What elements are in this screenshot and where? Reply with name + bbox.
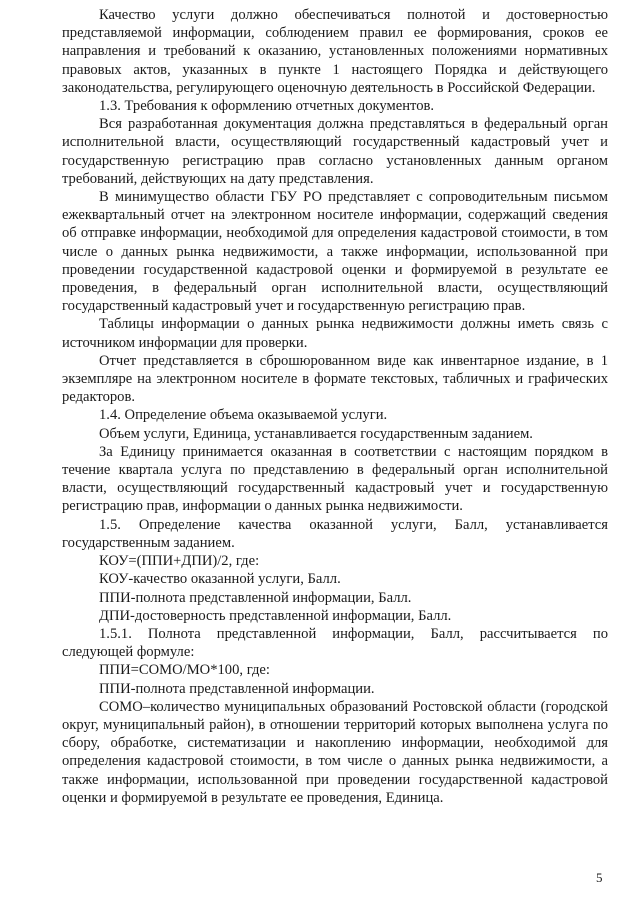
paragraph-report-format: Отчет представляется в сброшюрованном виде как инвентарное издание, в 1 экземпляре на электронном носителе в формате текстовых, табличных и графических редакторов. [62, 352, 608, 406]
definition-kou: КОУ-качество оказанной услуги, Балл. [99, 571, 341, 588]
paragraph-quality-requirements: Качество услуги должно обеспечиваться полнотой и достоверностью представляемой информации, соблюдением правил ее формирования, сроков ее направления и требований к оказанию, установленных положениями нормативных правовых актов, указанных в пункте 1 настоящего Порядка и действующего законодательства, регулирующего оценочную деятельность в Российской Федерации. [62, 7, 608, 96]
definition-ppi: ППИ-полнота представленной информации, Балл. [99, 589, 412, 606]
paragraph-quarterly-report: В минимуществo области ГБУ РО представляет с сопроводительным письмом ежеквартальный отчет на электронном носителе информации, содержащий сведения об отправке информации, необходимой для определения кадастровой стоимости, в том числе о данных рынка недвижимости, а также информации, использованной при проведении государственной кадастровой оценки и формируемой в результате ее проведения, в федеральный орган исполнительной власти, осуществляющий государственный кадастровый учет и государственную регистрацию прав. [62, 189, 608, 315]
formula-kou: КОУ=(ППИ+ДПИ)/2, где: [99, 553, 260, 570]
paragraph-tables-link: Таблицы информации о данных рынка недвижимости должны иметь связь с источником информации для проверки. [62, 316, 608, 351]
formula-ppi: ППИ=СОМО/МО*100, где: [99, 662, 270, 679]
definition-somo: СОМО–количество муниципальных образований Ростовской области (городской округ, муниципальный район), в отношении территорий которых выполнена услуга по сбору, обработке, систематизации и накоплению информации, необходимой для определения кадастровой стоимости, в том числе о данных рынка недвижимости, а также информации, использованной при проведении государственной кадастровой оценки и формируемой в результате ее проведения, Единица. [62, 698, 608, 806]
section-heading-1-4: 1.4. Определение объема оказываемой услуги. [99, 407, 388, 424]
paragraph-unit-definition: За Единицу принимается оказанная в соответствии с настоящим порядком в течение квартала услуга по представлению в федеральный орган исполнительной власти, осуществляющий государственный кадастровый учет и государственную регистрацию прав, информации о данных рынка недвижимости. [62, 443, 608, 515]
section-heading-1-5-1: 1.5.1. Полнота представленной информации, Балл, рассчитывается по следующей формуле: [62, 625, 608, 661]
section-heading-1-3: 1.3. Требования к оформлению отчетных документов. [99, 98, 435, 115]
section-heading-1-5: 1.5. Определение качества оказанной услуги, Балл, устанавливается государственным заданием. [62, 516, 608, 551]
document-body [62, 6, 608, 807]
definition-ppi-short: ППИ-полнота представленной информации. [99, 680, 375, 697]
definition-dpi: ДПИ-достоверность представленной информации, Балл. [99, 607, 452, 624]
paragraph-documentation-submission: Вся разработанная документация должна представляться в федеральный орган исполнительной власти, осуществляющий государственный кадастровый учет и государственную регистрацию прав согласно установленных данным органом требований, действующих на дату представления. [62, 116, 608, 187]
paragraph-service-volume: Объем услуги, Единица, устанавливается государственным заданием. [99, 425, 533, 442]
page-number: 5 [596, 870, 603, 885]
